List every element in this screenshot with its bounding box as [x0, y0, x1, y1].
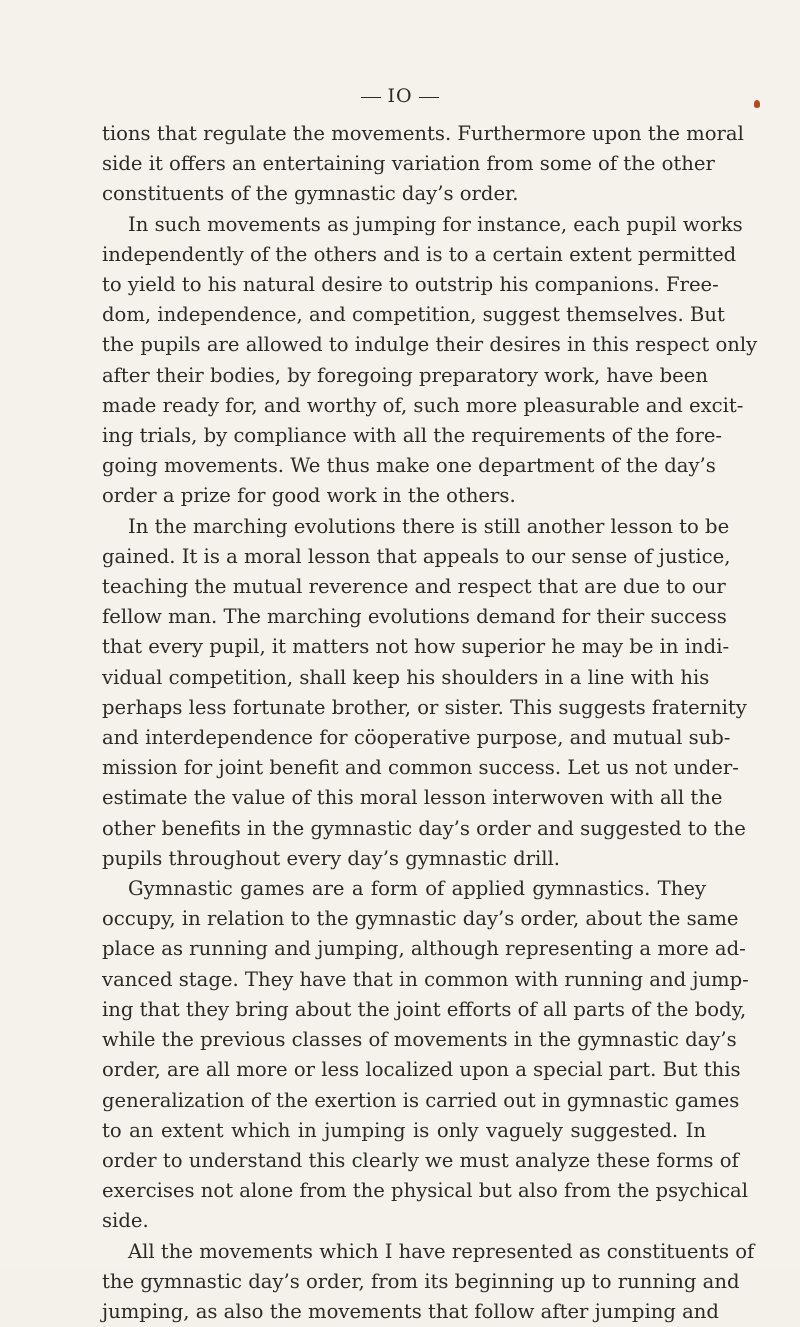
- text-line: side it offers an entertaining variation from some of the other: [102, 152, 715, 176]
- text-line: made ready for, and worthy of, such more pleasurable and excit-: [102, 393, 744, 417]
- text-line: while the previous classes of movements in the gymnastic day’s: [102, 1028, 737, 1052]
- text-line: ing that they bring about the joint efforts of all parts of the body,: [102, 997, 747, 1021]
- text-line: constituents of the gymnastic day’s order.: [102, 182, 519, 206]
- ink-speck: [754, 100, 760, 108]
- page-number: [0, 85, 800, 107]
- text-line: the gymnastic day’s order, from its beginning up to running and: [102, 1269, 740, 1293]
- text-line: gained. It is a moral lesson that appeals to our sense of justice,: [102, 544, 731, 568]
- text-line: side.: [102, 1209, 149, 1233]
- text-line: ing trials, by compliance with all the requirements of the fore-: [102, 424, 723, 448]
- text-line: going movements. We thus make one department of the day’s: [102, 454, 716, 478]
- text-line: generalization of the exertion is carried out in gymnastic games: [102, 1088, 740, 1112]
- text-line: exercises not alone from the physical but also from the psychical: [102, 1179, 749, 1203]
- text-line: after their bodies, by foregoing preparatory work, have been: [102, 363, 708, 387]
- text-line: perhaps less fortunate brother, or sister. This suggests fraternity: [102, 695, 747, 719]
- text-line: and interdependence for cöoperative purpose, and mutual sub-: [102, 726, 731, 750]
- text-line: In such movements as jumping for instance, each pupil works: [128, 212, 743, 236]
- text-line: dom, independence, and competition, suggest themselves. But: [102, 303, 725, 327]
- text-line: pupils throughout every day’s gymnastic drill.: [102, 846, 561, 870]
- text-line: In the marching evolutions there is still another lesson to be: [128, 514, 730, 538]
- text-line: other benefits in the gymnastic day’s order and suggested to the: [102, 816, 746, 840]
- text-line: the pupils are allowed to indulge their desires in this respect only: [102, 333, 758, 357]
- folio-dash-right: [419, 97, 439, 98]
- text-line: order, are all more or less localized upon a special part. But this: [102, 1058, 741, 1082]
- text-line: mission for joint benefit and common success. Let us not under-: [102, 756, 739, 780]
- text-line: tions that regulate the movements. Furthermore upon the moral: [102, 122, 744, 145]
- text-line: teaching the mutual reverence and respect that are due to our: [102, 575, 726, 599]
- text-line: Gymnastic games are a form of applied gymnastics. They: [128, 877, 706, 901]
- text-line: to yield to his natural desire to outstrip his companions. Free-: [102, 273, 719, 297]
- text-line: jumping, as also the movements that follow after jumping and: [102, 1299, 719, 1323]
- text-line: place as running and jumping, although representing a more ad-: [102, 937, 746, 961]
- text-line: All the movements which I have represented as constituents of: [128, 1239, 755, 1263]
- text-line: order a prize for good work in the others.: [102, 484, 516, 508]
- text-line: to an extent which in jumping is only vaguely suggested. In: [102, 1118, 706, 1142]
- text-line: independently of the others and is to a certain extent permitted: [102, 242, 737, 266]
- text-line: that every pupil, it matters not how superior he may be in indi-: [102, 635, 730, 659]
- text-line: vidual competition, shall keep his shoulders in a line with his: [102, 665, 710, 689]
- text-line: estimate the value of this moral lesson interwoven with all the: [102, 786, 723, 810]
- folio-dash-left: [361, 97, 381, 98]
- text-line: fellow man. The marching evolutions demand for their success: [102, 605, 727, 629]
- body-text: [102, 119, 758, 1327]
- page-number-text: IO: [387, 85, 413, 107]
- text-line: occupy, in relation to the gymnastic day’s order, about the same: [102, 907, 739, 931]
- text-line: order to understand this clearly we must analyze these forms of: [102, 1148, 739, 1172]
- text-line: vanced stage. They have that in common with running and jump-: [102, 967, 749, 991]
